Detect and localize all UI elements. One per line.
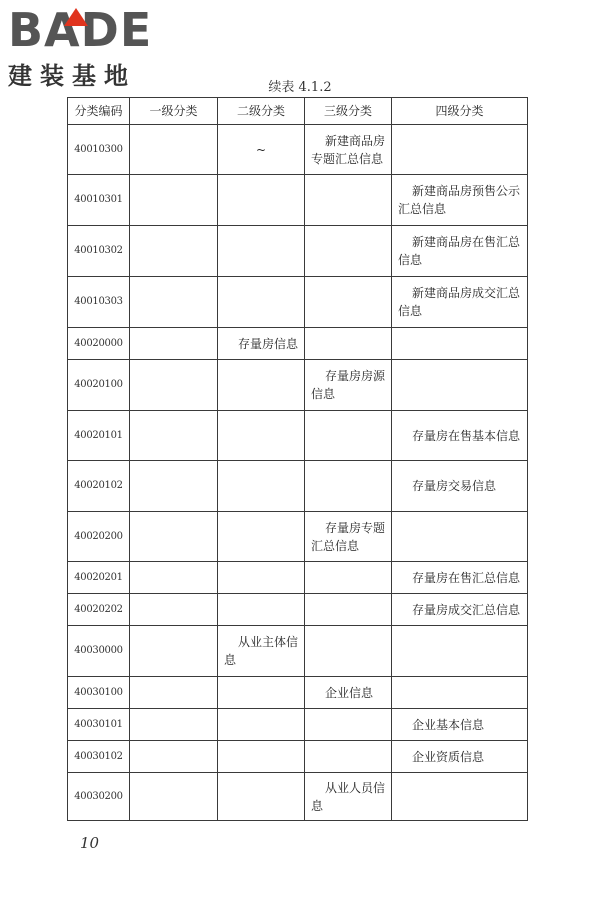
level1-cell [130, 741, 218, 773]
level3-cell [305, 277, 392, 328]
level4-cell: 企业资质信息 [392, 741, 528, 773]
level1-cell [130, 512, 218, 562]
page-number: 10 [80, 834, 100, 852]
code-cell: 40020101 [68, 411, 130, 461]
code-cell: 40010302 [68, 226, 130, 277]
level2-cell [218, 562, 305, 594]
level4-cell [392, 677, 528, 709]
level4-cell [392, 360, 528, 411]
code-cell: 40030000 [68, 626, 130, 677]
level4-cell [392, 773, 528, 821]
table-header-row [68, 98, 528, 125]
level4-cell: 存量房交易信息 [392, 461, 528, 512]
level4-cell: 存量房成交汇总信息 [392, 594, 528, 626]
level2-cell [218, 226, 305, 277]
level3-cell: 企业信息 [305, 677, 392, 709]
code-cell: 40020102 [68, 461, 130, 512]
code-cell: 40010300 [68, 125, 130, 175]
code-cell: 40020100 [68, 360, 130, 411]
level1-cell [130, 328, 218, 360]
table-row [68, 562, 528, 594]
level2-cell: 存量房信息 [218, 328, 305, 360]
level4-cell: 存量房在售基本信息 [392, 411, 528, 461]
level3-cell [305, 709, 392, 741]
level3-cell: 存量房专题汇总信息 [305, 512, 392, 562]
level2-cell [218, 773, 305, 821]
code-cell: 40030200 [68, 773, 130, 821]
level1-cell [130, 125, 218, 175]
logo-accent-triangle [64, 8, 88, 26]
code-cell: 40020202 [68, 594, 130, 626]
level2-cell [218, 360, 305, 411]
level1-cell [130, 226, 218, 277]
level2-cell [218, 741, 305, 773]
code-cell: 40010303 [68, 277, 130, 328]
level4-cell: 企业基本信息 [392, 709, 528, 741]
level1-cell [130, 411, 218, 461]
level3-cell [305, 594, 392, 626]
level1-cell [130, 773, 218, 821]
code-cell: 40030101 [68, 709, 130, 741]
logo-wordmark: BADE [8, 3, 153, 57]
level3-cell [305, 741, 392, 773]
code-cell: 40030102 [68, 741, 130, 773]
level3-cell [305, 411, 392, 461]
level3-cell: 新建商品房专题汇总信息 [305, 125, 392, 175]
table-row [68, 328, 528, 360]
table-row [68, 773, 528, 821]
level4-cell [392, 328, 528, 360]
table-row [68, 626, 528, 677]
level2-cell [218, 677, 305, 709]
level3-cell [305, 328, 392, 360]
level2-cell: ~ [218, 125, 305, 175]
table-row [68, 594, 528, 626]
logo-subtitle: 建装基地 [8, 62, 136, 90]
level2-cell: 从业主体信息 [218, 626, 305, 677]
table-row [68, 125, 528, 175]
table-row [68, 677, 528, 709]
header-level2: 二级分类 [218, 98, 305, 125]
code-cell: 40030100 [68, 677, 130, 709]
level2-cell [218, 411, 305, 461]
level2-cell [218, 175, 305, 226]
level2-cell [218, 594, 305, 626]
level1-cell [130, 594, 218, 626]
table-caption: 续表 4.1.2 [268, 80, 332, 95]
level1-cell [130, 677, 218, 709]
level2-cell [218, 512, 305, 562]
classification-table [67, 97, 528, 821]
level4-cell [392, 512, 528, 562]
header-code: 分类编码 [68, 98, 130, 125]
level2-cell [218, 709, 305, 741]
level3-cell [305, 626, 392, 677]
level4-cell: 新建商品房预售公示汇总信息 [392, 175, 528, 226]
level4-cell: 新建商品房成交汇总信息 [392, 277, 528, 328]
level3-cell [305, 562, 392, 594]
level2-cell [218, 277, 305, 328]
level4-cell [392, 125, 528, 175]
code-cell: 40010301 [68, 175, 130, 226]
header-level3: 三级分类 [305, 98, 392, 125]
table-row [68, 175, 528, 226]
level1-cell [130, 277, 218, 328]
code-cell: 40020201 [68, 562, 130, 594]
level4-cell: 新建商品房在售汇总信息 [392, 226, 528, 277]
level1-cell [130, 461, 218, 512]
table-row [68, 709, 528, 741]
level1-cell [130, 360, 218, 411]
level1-cell [130, 562, 218, 594]
header-level4: 四级分类 [392, 98, 528, 125]
level4-cell: 存量房在售汇总信息 [392, 562, 528, 594]
level1-cell [130, 175, 218, 226]
table-row [68, 411, 528, 461]
level1-cell [130, 709, 218, 741]
level2-cell [218, 461, 305, 512]
code-cell: 40020200 [68, 512, 130, 562]
level3-cell: 存量房房源信息 [305, 360, 392, 411]
level1-cell [130, 626, 218, 677]
table-row [68, 461, 528, 512]
level3-cell: 从业人员信息 [305, 773, 392, 821]
header-level1: 一级分类 [130, 98, 218, 125]
level3-cell [305, 461, 392, 512]
level3-cell [305, 226, 392, 277]
table-row [68, 226, 528, 277]
level4-cell [392, 626, 528, 677]
table-row [68, 741, 528, 773]
table-row [68, 277, 528, 328]
table-row [68, 360, 528, 411]
code-cell: 40020000 [68, 328, 130, 360]
table-row [68, 512, 528, 562]
level3-cell [305, 175, 392, 226]
